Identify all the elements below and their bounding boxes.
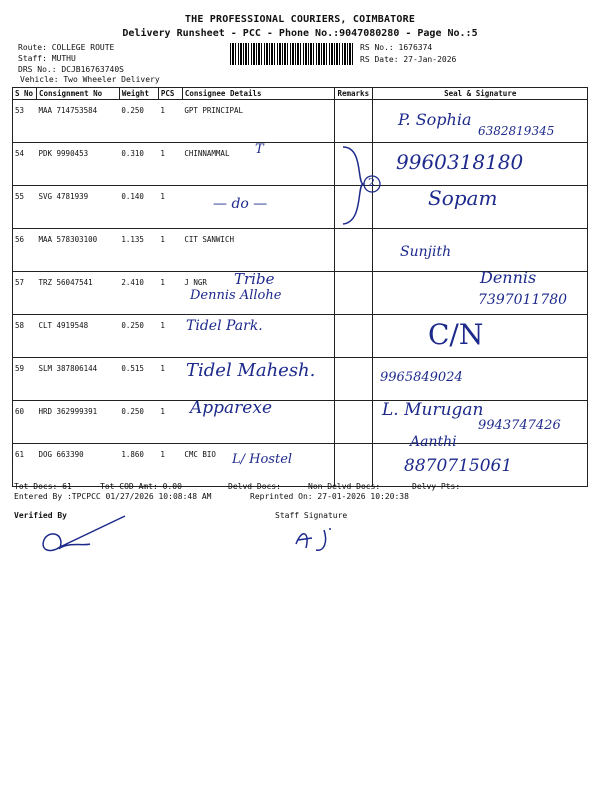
cell-pcs: 1 — [158, 315, 182, 358]
table-row — [13, 315, 588, 358]
brace-mark — [335, 142, 385, 232]
handwritten-signature: L. Murugan — [382, 400, 484, 420]
cell-weight: 0.140 — [119, 186, 158, 229]
col-pcs: PCS — [158, 88, 182, 100]
route-label: Route: COLLEGE ROUTE — [18, 43, 115, 52]
cell-consignee: CMC BIO — [182, 444, 335, 487]
cell-weight: 1.135 — [119, 229, 158, 272]
cell-cn: TRZ 56047541 — [36, 272, 119, 315]
cell-consignee: GPT PRINCIPAL — [182, 100, 335, 143]
rs-date: RS Date: 27-Jan-2026 — [360, 55, 457, 64]
handwritten-phone: 7397011780 — [478, 292, 568, 308]
handwritten-signature: Sunjith — [400, 244, 452, 260]
delivered-docs: Delvd Docs: — [228, 482, 281, 491]
cell-weight: 2.410 — [119, 272, 158, 315]
cell-sno: 59 — [13, 358, 37, 401]
cell-consignee: CHINNAMMAL — [182, 143, 335, 186]
handwritten-phone: 6382819345 — [478, 124, 555, 138]
runsheet-title: Delivery Runsheet - PCC - Phone No.:9047080280 - Page No.:5 — [122, 28, 478, 39]
reprinted-on: Reprinted On: 27-01-2026 10:20:38 — [250, 492, 409, 501]
cell-weight: 1.860 — [119, 444, 158, 487]
handwritten-name: Tidel Park. — [186, 318, 263, 334]
handwritten-name: Dennis Allohe — [190, 288, 282, 303]
rs-no: RS No.: 1676374 — [360, 43, 433, 52]
cell-sno: 61 — [13, 444, 37, 487]
cell-consignee: CIT SANWICH — [182, 229, 335, 272]
handwritten-name: Tidel Mahesh. — [186, 360, 316, 381]
cell-cn: CLT 4919548 — [36, 315, 119, 358]
col-consignment: Consignment No — [36, 88, 119, 100]
staff-signature-label: Staff Signature — [275, 511, 348, 520]
cell-cn: PDK 9990453 — [36, 143, 119, 186]
cell-sno: 55 — [13, 186, 37, 229]
col-remarks: Remarks — [335, 88, 373, 100]
cell-consignee: J NGR — [182, 272, 335, 315]
cell-sno: 57 — [13, 272, 37, 315]
cell-remarks — [335, 100, 373, 143]
cell-pcs: 1 — [158, 358, 182, 401]
handwritten-phone: 9965849024 — [380, 370, 463, 385]
cell-weight: 0.250 — [119, 100, 158, 143]
cell-sno: 53 — [13, 100, 37, 143]
drs-label: DRS No.: DCJB16763740S — [18, 65, 124, 74]
cell-sno: 58 — [13, 315, 37, 358]
handwritten-name: Apparexe — [190, 398, 273, 418]
handwritten-phone: 9943747426 — [478, 418, 561, 433]
table-row — [13, 229, 588, 272]
cell-weight: 0.250 — [119, 401, 158, 444]
handwritten-ditto: — do — — [213, 196, 268, 212]
vehicle-label: Vehicle: Two Wheeler Delivery — [20, 75, 160, 84]
handwritten-signature: Sopam — [428, 186, 498, 210]
handwritten-phone: 9960318180 — [396, 150, 524, 174]
handwritten-phone: 8870715061 — [404, 456, 513, 476]
cell-weight: 0.310 — [119, 143, 158, 186]
cell-pcs: 1 — [158, 186, 182, 229]
cell-remarks — [335, 444, 373, 487]
delivery-points: Delvy Pts: — [412, 482, 461, 491]
non-delivered-docs: Non Delvd Docs: — [308, 482, 381, 491]
total-cod: Tot COD Amt: 0.00 — [100, 482, 182, 491]
staff-label: Staff: MUTHU — [18, 54, 76, 63]
cell-cn: SVG 4781939 — [36, 186, 119, 229]
company-title: THE PROFESSIONAL COURIERS, COIMBATORE — [184, 14, 416, 25]
entered-by: Entered By :TPCPCC 01/27/2026 10:08:48 AM — [14, 492, 212, 501]
barcode — [230, 43, 355, 65]
cell-pcs: 1 — [158, 272, 182, 315]
cell-remarks — [335, 315, 373, 358]
cell-remarks — [335, 272, 373, 315]
cell-cn: SLM 387806144 — [36, 358, 119, 401]
cell-remarks — [335, 358, 373, 401]
handwritten-signature: Aanthi — [410, 434, 457, 450]
cell-weight: 0.250 — [119, 315, 158, 358]
handwritten-signature: P. Sophia — [398, 110, 472, 129]
cell-cn: DOG 663390 — [36, 444, 119, 487]
table-header-row — [13, 88, 588, 100]
cell-pcs: 1 — [158, 143, 182, 186]
cell-cn: HRD 362999391 — [36, 401, 119, 444]
cell-sno: 60 — [13, 401, 37, 444]
cell-sno: 56 — [13, 229, 37, 272]
col-weight: Weight — [119, 88, 158, 100]
cell-pcs: 1 — [158, 401, 182, 444]
verified-by-label: Verified By — [14, 511, 67, 520]
cell-cn: MAA 578303100 — [36, 229, 119, 272]
col-seal: Seal & Signature — [373, 88, 588, 100]
cell-pcs: 1 — [158, 229, 182, 272]
cell-sno: 54 — [13, 143, 37, 186]
handwritten-signature: Dennis — [480, 268, 537, 287]
col-sno: S No — [13, 88, 37, 100]
handwritten-cn: C/N — [428, 318, 484, 351]
cell-remarks — [335, 229, 373, 272]
handwritten-name: Tribe — [234, 270, 275, 288]
cell-remarks — [335, 401, 373, 444]
cell-pcs: 1 — [158, 444, 182, 487]
col-consignee: Consignee Details — [182, 88, 335, 100]
handwritten-name: L/ Hostel — [232, 452, 293, 467]
handwritten-mark: T — [255, 142, 264, 157]
cell-cn: MAA 714753584 — [36, 100, 119, 143]
cell-pcs: 1 — [158, 100, 182, 143]
cell-weight: 0.515 — [119, 358, 158, 401]
total-docs: Tot Docs: 61 — [14, 482, 72, 491]
circled-number: 2 — [368, 176, 375, 189]
table-row — [13, 186, 588, 229]
